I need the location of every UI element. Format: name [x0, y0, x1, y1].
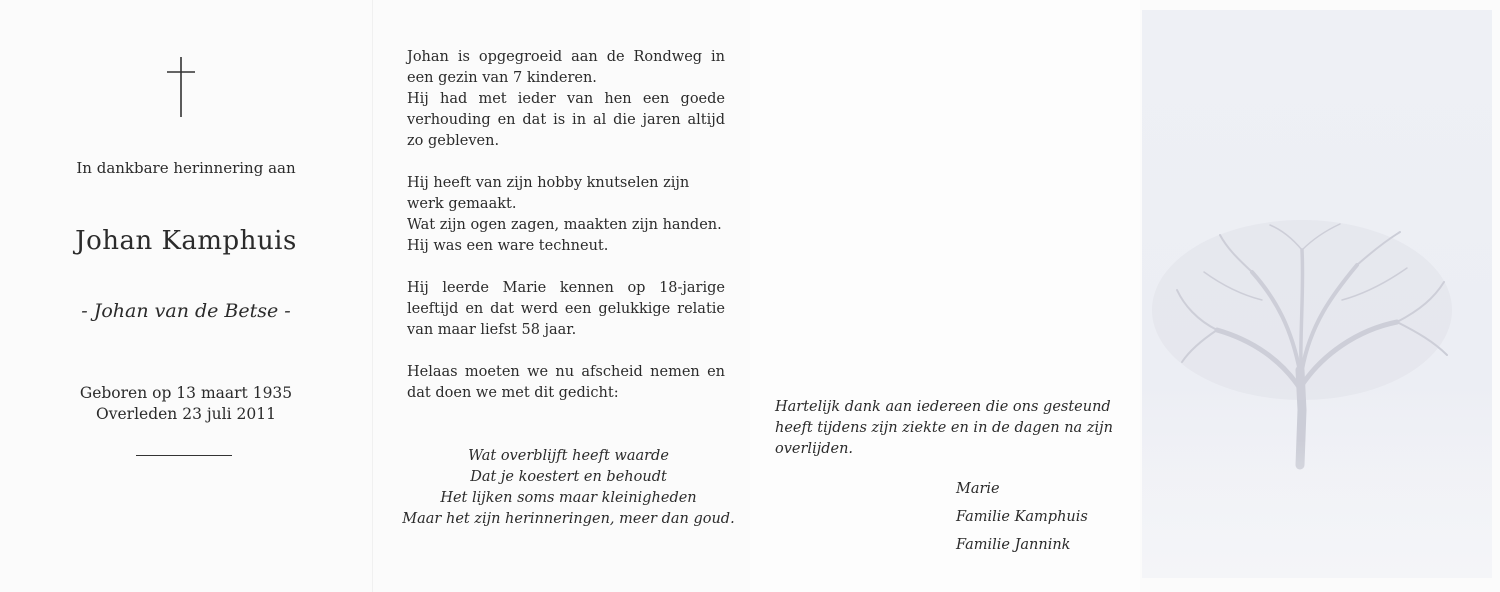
birth-date: Geboren op 13 maart 1935: [79, 384, 293, 402]
tree-image: [1142, 10, 1492, 578]
signature-jannink: Familie Jannink: [956, 537, 1071, 553]
paragraph-text: Hij leerde Marie kennen op 18-jarige leeftijd en dat werd een gelukkige relatie van maar liefst 58 jaar.: [407, 280, 725, 338]
paragraph-text: Helaas moeten we nu afscheid nemen en dat doen we met dit gedicht:: [407, 364, 725, 401]
poem: [387, 446, 750, 530]
paragraph-farewell: [407, 362, 725, 404]
tree-photo-panel: [1142, 10, 1492, 578]
left-panel: [0, 0, 372, 592]
dates: [0, 383, 372, 425]
divider-line: [136, 455, 232, 456]
middle-panel: [372, 0, 750, 592]
nickname: - Johan van de Betse -: [81, 300, 291, 322]
paragraph-text: Hij had met ieder van hen een goede verhouding en dat is in al die jaren altijd zo gebleven.: [407, 91, 725, 149]
biography: [407, 47, 725, 425]
poem-line: Wat overblijft heeft waarde: [468, 448, 669, 464]
paragraph-text: Wat zijn ogen zagen, maakten zijn handen.: [407, 217, 722, 233]
paragraph-text: Hij was een ware techneut.: [407, 238, 609, 254]
poem-line: Het lijken soms maar kleinigheden: [440, 490, 697, 506]
cross-icon: [165, 55, 197, 119]
paragraph-upbringing: [407, 47, 725, 152]
paragraph-text: Hij heeft van zijn hobby knutselen zijn werk gemaakt.: [407, 175, 690, 212]
intro-text: In dankbare herinnering aan: [76, 159, 296, 177]
signature-kamphuis: Familie Kamphuis: [956, 509, 1088, 525]
deceased-name: Johan Kamphuis: [75, 226, 297, 256]
signature-marie: Marie: [956, 481, 1000, 497]
right-panel: [750, 0, 1140, 592]
poem-line: Dat je koestert en behoudt: [470, 469, 667, 485]
poem-line: Maar het zijn herinneringen, meer dan goud.: [402, 511, 735, 527]
death-date: Overleden 23 juli 2011: [96, 405, 276, 423]
paragraph-hobby: [407, 173, 725, 257]
paragraph-text: Johan is opgegroeid aan de Rondweg in een gezin van 7 kinderen.: [407, 49, 725, 86]
paragraph-marriage: [407, 278, 725, 341]
thank-you-text: Hartelijk dank aan iedereen die ons gesteund heeft tijdens zijn ziekte en in de dagen na zijn overlijden.: [775, 399, 1113, 457]
